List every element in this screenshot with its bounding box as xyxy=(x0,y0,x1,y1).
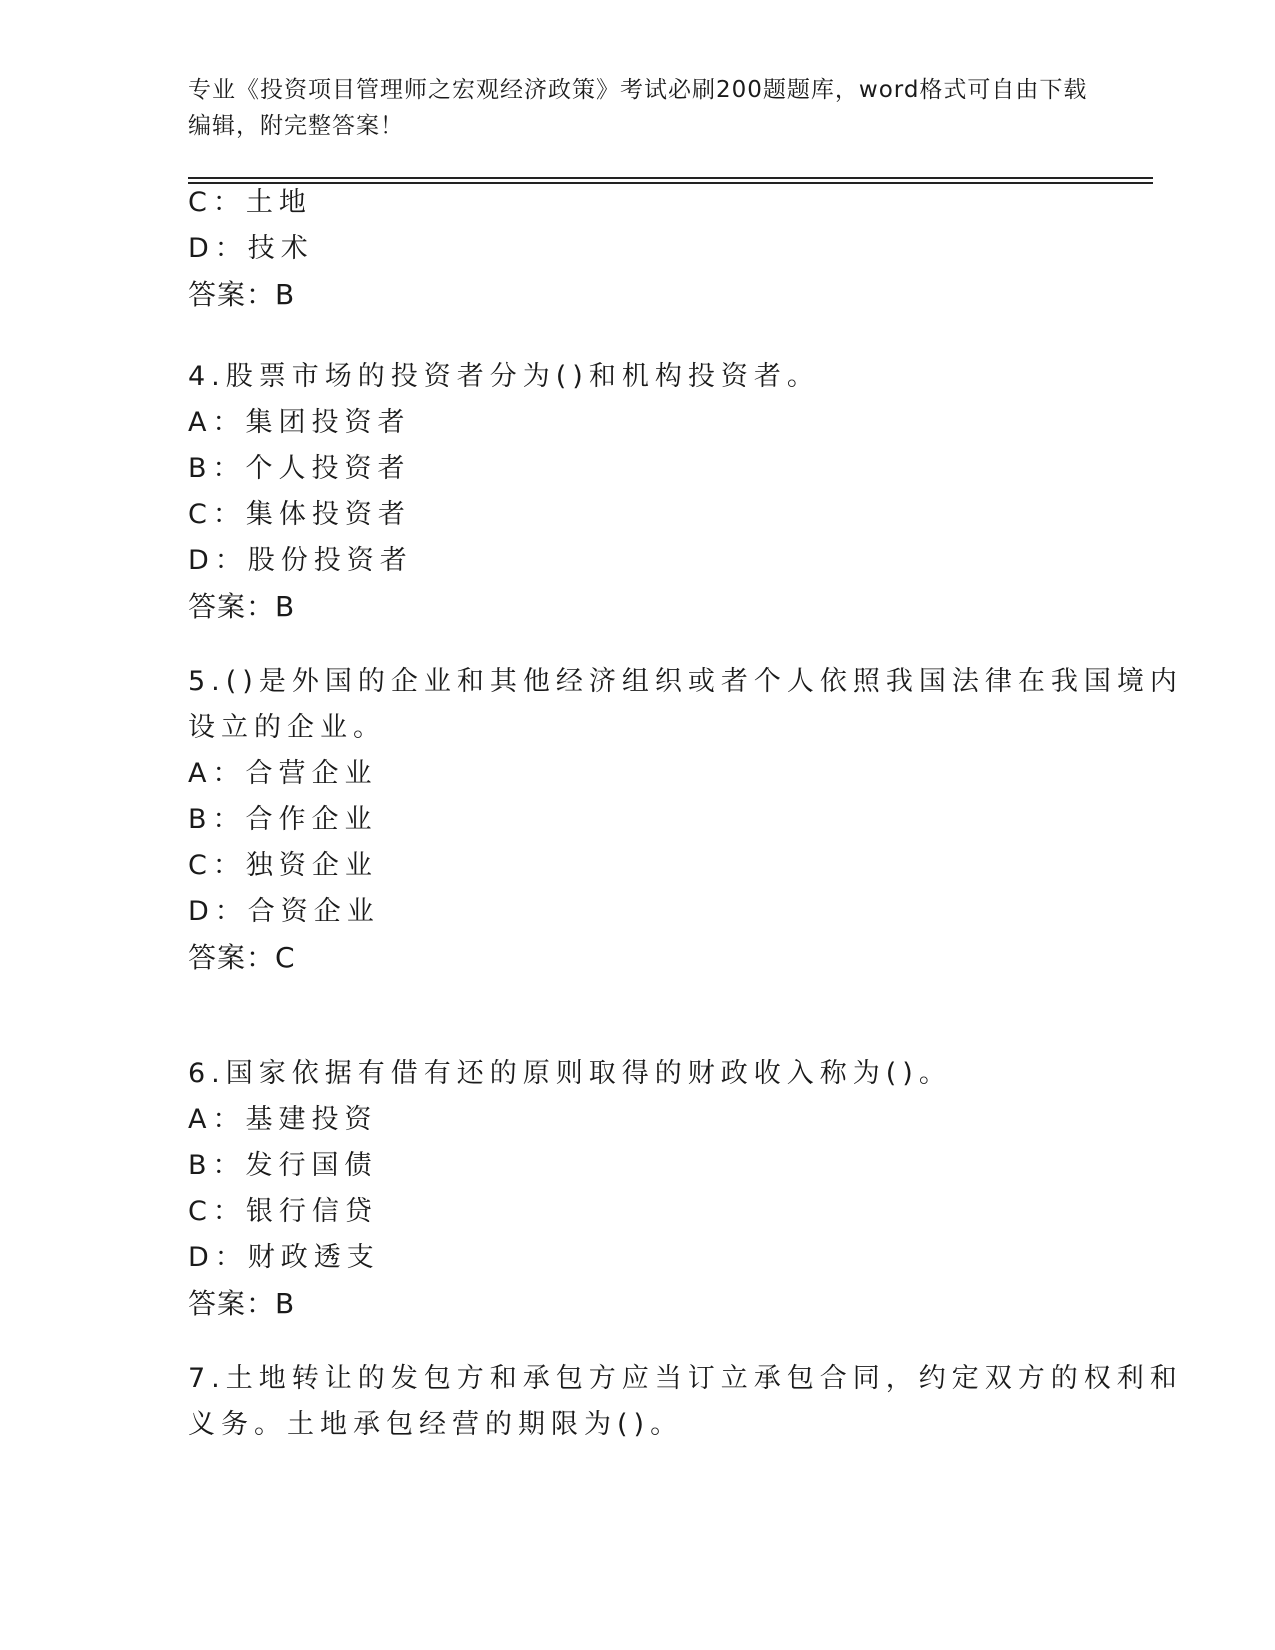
option-d: D：合资企业 xyxy=(188,896,380,927)
header-text: 专业《投资项目管理师之宏观经济政策》考试必刷200题题库，word格式可自由下载编辑，附完整答案！ xyxy=(188,77,1088,139)
option-d: D：技术 xyxy=(188,233,314,264)
question-6 xyxy=(188,1051,1088,1327)
question-title: 6.国家依据有借有还的原则取得的财政收入称为()。 xyxy=(188,1058,952,1089)
option-a: A：基建投资 xyxy=(188,1104,378,1135)
option-a: A：合营企业 xyxy=(188,758,378,789)
option-d: D：股份投资者 xyxy=(188,545,413,576)
document-header xyxy=(188,72,1088,144)
option-d: D：财政透支 xyxy=(188,1242,380,1273)
option-a: A：集团投资者 xyxy=(188,407,411,438)
option-b: B：合作企业 xyxy=(188,804,378,835)
question-3-continuation xyxy=(188,180,1088,318)
option-c: C：银行信贷 xyxy=(188,1196,378,1227)
question-title-line-2: 设立的企业。 xyxy=(188,712,386,743)
answer: 答案：C xyxy=(188,941,296,974)
option-b: B：发行国债 xyxy=(188,1150,378,1181)
option-c: C：独资企业 xyxy=(188,850,378,881)
question-7 xyxy=(188,1356,1183,1448)
question-title-line-1: 7.土地转让的发包方和承包方应当订立承包合同，约定双方的权利和 xyxy=(188,1363,1183,1394)
answer: 答案：B xyxy=(188,1287,296,1320)
option-c: C：土地 xyxy=(188,187,312,218)
answer: 答案：B xyxy=(188,278,296,311)
option-c: C：集体投资者 xyxy=(188,499,411,530)
question-4 xyxy=(188,354,1088,630)
question-title: 4.股票市场的投资者分为()和机构投资者。 xyxy=(188,361,820,392)
answer: 答案：B xyxy=(188,590,296,623)
question-5 xyxy=(188,659,1183,981)
option-b: B：个人投资者 xyxy=(188,453,411,484)
question-title-line-2: 义务。土地承包经营的期限为()。 xyxy=(188,1409,684,1440)
header-divider-top xyxy=(188,177,1153,179)
question-title-line-1: 5.()是外国的企业和其他经济组织或者个人依照我国法律在我国境内 xyxy=(188,666,1183,697)
